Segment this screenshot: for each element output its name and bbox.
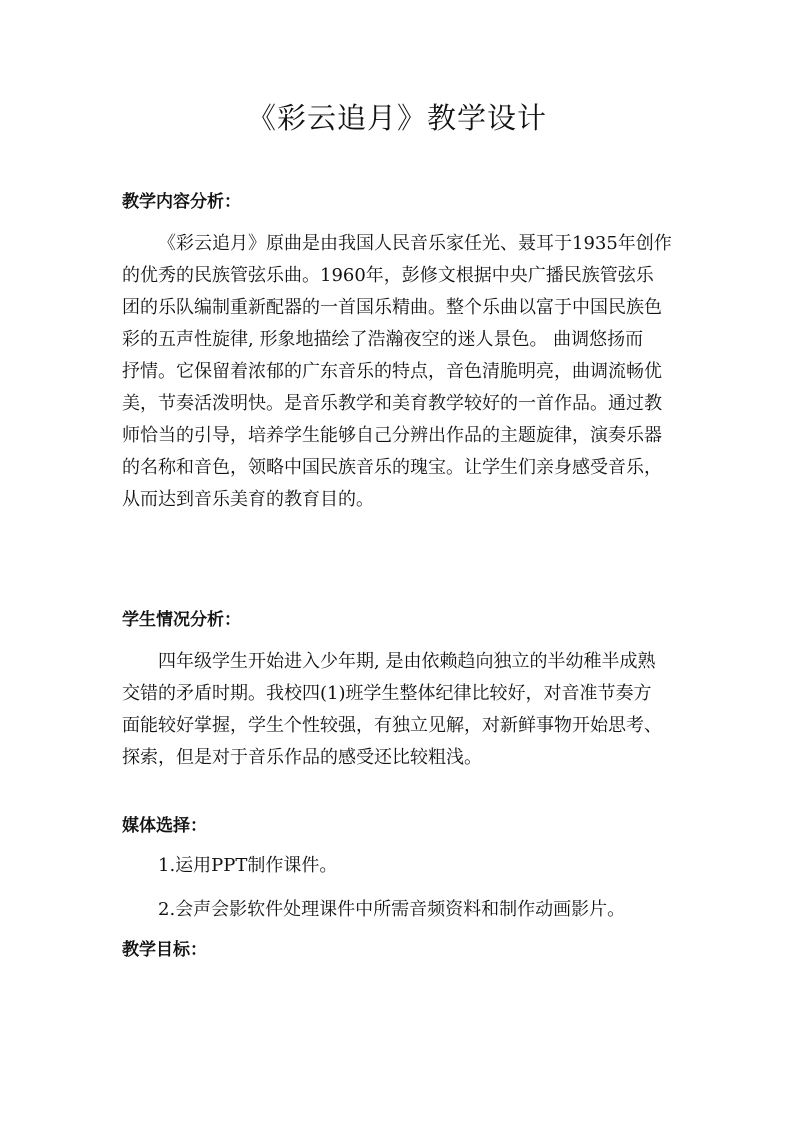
paragraph-line: 美，节奏活泼明快。是音乐教学和美育教学较好的一首作品。通过教 <box>122 393 662 414</box>
paragraph-line: 团的乐队编制重新配器的一首国乐精曲。整个乐曲以富于中国民族色 <box>122 297 662 318</box>
paragraph-line: 的优秀的民族管弦乐曲。1960年，彭修文根据中央广播民族管弦乐 <box>122 265 654 286</box>
paragraph-line: 从而达到音乐美育的教育目的。 <box>122 489 374 510</box>
section-heading-media-selection: 媒体选择： <box>122 816 207 836</box>
page-title: 《彩云追月》教学设计 <box>246 101 547 135</box>
paragraph-line: 探索，但是对于音乐作品的感受还比较粗浅。 <box>122 747 482 768</box>
paragraph-line: 彩的五声性旋律, 形象地描绘了浩瀚夜空的迷人景色。 曲调悠扬而 <box>122 329 644 350</box>
paragraph-line: 抒情。它保留着浓郁的广东音乐的特点，音色清脆明亮，曲调流畅优 <box>122 361 662 382</box>
paragraph-line: 面能较好掌握，学生个性较强，有独立见解，对新鲜事物开始思考、 <box>122 715 662 736</box>
student-analysis-paragraph <box>122 646 677 774</box>
media-list-item: 1.运用PPT制作课件。 <box>158 855 338 876</box>
paragraph-line: 四年级学生开始进入少年期, 是由依赖趋向独立的半幼稚半成熟 <box>158 651 656 672</box>
content-analysis-paragraph <box>122 228 677 516</box>
section-heading-student-analysis: 学生情况分析： <box>122 610 241 630</box>
media-list-item: 2.会声会影软件处理课件中所需音频资料和制作动画影片。 <box>158 899 626 920</box>
paragraph-line: 的名称和音色，领略中国民族音乐的瑰宝。让学生们亲身感受音乐， <box>122 457 662 478</box>
section-heading-content-analysis: 教学内容分析： <box>122 192 241 212</box>
paragraph-line: 师恰当的引导，培养学生能够自己分辨出作品的主题旋律，演奏乐器 <box>122 425 662 446</box>
section-heading-teaching-goals: 教学目标： <box>122 940 207 960</box>
paragraph-line: 交错的矛盾时期。我校四(1)班学生整体纪律比较好，对音准节奏方 <box>122 683 652 704</box>
paragraph-line: 《彩云追月》原曲是由我国人民音乐家任光、聂耳于1935年创作 <box>158 233 672 254</box>
